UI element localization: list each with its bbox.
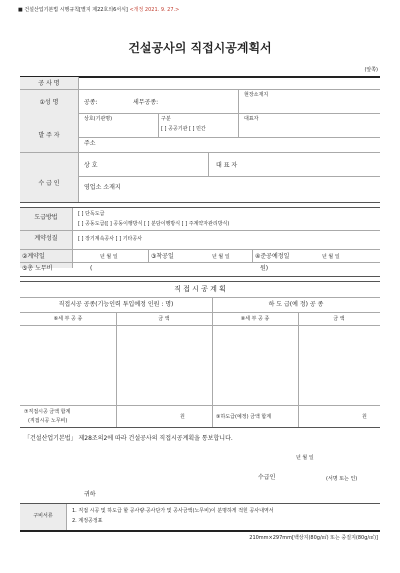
declaration-text: 「건설산업기본법」 제28조의2에 따라 건설공사의 직접시공계획을 통보합니다. (24, 435, 233, 442)
site-location-label: 현장소재지 (244, 92, 269, 98)
contractor-office-label: 영업소 소재지 (84, 184, 121, 191)
contract-type-label: 계약성질 (34, 235, 58, 242)
orderer-corp-label: 공종: (84, 99, 98, 106)
contractor-company-label: 상 호 (84, 162, 98, 169)
direct-total-label: ⑦직접시공 금액 합계 (24, 409, 71, 415)
divider (116, 312, 117, 427)
divider (72, 208, 73, 268)
sub-total-unit: 원 (362, 414, 367, 420)
orderer-category-options: [ ] 공공기관 [ ] 민간 (161, 126, 206, 132)
section-divider (20, 207, 380, 208)
sign-date: 년 월 일 (296, 455, 314, 461)
orderer-label: 발 주 자 (38, 132, 60, 139)
completion-date-value: 년 월 일 (322, 254, 340, 260)
divider (20, 312, 380, 313)
plan-title: 직 접 시 공 계 획 (174, 285, 226, 293)
section-divider (20, 503, 380, 504)
divider (20, 325, 380, 326)
table-bottom-border (20, 530, 380, 532)
direct-work-header: 직접시공 공종(기능인력 투입예정 인원 : 명) (58, 301, 174, 308)
contractor-label: 수 급 인 (38, 180, 60, 187)
orderer-category-label: 구분 (161, 116, 171, 122)
signer-note: (서명 또는 인) (326, 476, 358, 482)
divider (66, 504, 67, 530)
method-label: 도급방법 (34, 214, 58, 221)
paper-spec-footer: 210mm×297mm[백상지(80g/㎡) 또는 중질지(80g/㎡)] (249, 535, 378, 541)
section-divider (20, 276, 380, 277)
attachments-label: 구비서류 (33, 513, 53, 519)
divider (298, 312, 299, 427)
start-date-label: ③착공일 (151, 253, 174, 260)
total-labor-open: ( (90, 265, 93, 272)
divider (20, 405, 380, 406)
attachment-item-2: 2. 계정공정표 (72, 518, 103, 524)
divider (20, 249, 380, 250)
orderer-bizno-label: 세무공종: (133, 99, 159, 106)
total-labor-label: ⑤총 노무비 (22, 265, 53, 272)
method-joint: [ ] 공동도급([ ] 공동이행방식 [ ] 분담이행방식 [ ] 주계약자관리방식) (78, 221, 230, 227)
direct-amount-col: 금 액 (158, 316, 170, 322)
divider (148, 249, 149, 262)
orderer-name-label: ①성 명 (39, 99, 59, 106)
direct-total-unit: 원 (180, 414, 185, 420)
signer-label: 수급인 (258, 474, 276, 481)
divider (20, 262, 380, 263)
direct-total-sub: (직접시공 노무비) (28, 418, 68, 424)
law-reference: ■ 건설산업기본법 시행규칙[별지 제22호의6서식] <개정 2021. 9. 27.> (18, 7, 180, 13)
project-name-label: 공 사 명 (38, 80, 60, 87)
divider (158, 113, 159, 137)
total-labor-unit: 원) (260, 265, 269, 272)
direct-work-type-col: ⑥세 부 공 종 (53, 316, 83, 322)
divider (20, 230, 380, 231)
sub-amount-col: 금 액 (333, 316, 345, 322)
subcontract-header: 하 도 급(예 정) 공 종 (268, 301, 324, 308)
method-sole: [ ] 단독도급 (78, 211, 105, 217)
sub-work-type-col: ⑧세 부 공 종 (240, 316, 270, 322)
contract-type-options: [ ] 장기계속공사 [ ] 기타공사 (78, 236, 143, 242)
divider (78, 137, 380, 138)
orderer-address-label: 주소 (84, 140, 96, 147)
contractor-rep-label: 대 표 자 (216, 162, 238, 169)
orderer-rep-label: 대표자 (244, 116, 259, 122)
contract-date-label: ②계약일 (22, 253, 45, 260)
attachment-item-1: 1. 직접 시공 및 하도급 할 공사량·공사단가 및 공사금액(노무비)이 분명하게 적힌 공사내역서 (72, 508, 274, 514)
divider (78, 176, 380, 177)
divider (20, 89, 380, 90)
revision-date: <개정 2021. 9. 27.> (129, 7, 180, 13)
completion-date-label: ④준공예정일 (255, 253, 290, 260)
page-note: (앞쪽) (364, 67, 378, 73)
sub-total-label: ⑨하도급(예정) 금액 합계 (216, 414, 272, 420)
divider (208, 152, 209, 176)
recipient-label: 귀하 (84, 491, 96, 498)
section-divider (20, 202, 380, 203)
orderer-company-label: 상호(기관명) (84, 116, 113, 122)
divider (238, 113, 239, 137)
start-date-value: 년 월 일 (212, 254, 230, 260)
contract-date-value: 년 월 일 (100, 254, 118, 260)
divider (78, 113, 380, 114)
divider (20, 297, 380, 298)
divider (252, 249, 253, 262)
label-column-divider (78, 77, 79, 202)
section-divider (20, 281, 380, 282)
divider (238, 89, 239, 113)
divider (20, 152, 380, 153)
section-divider (20, 427, 380, 428)
document-title: 건설공사의 직접시공계획서 (128, 41, 272, 55)
